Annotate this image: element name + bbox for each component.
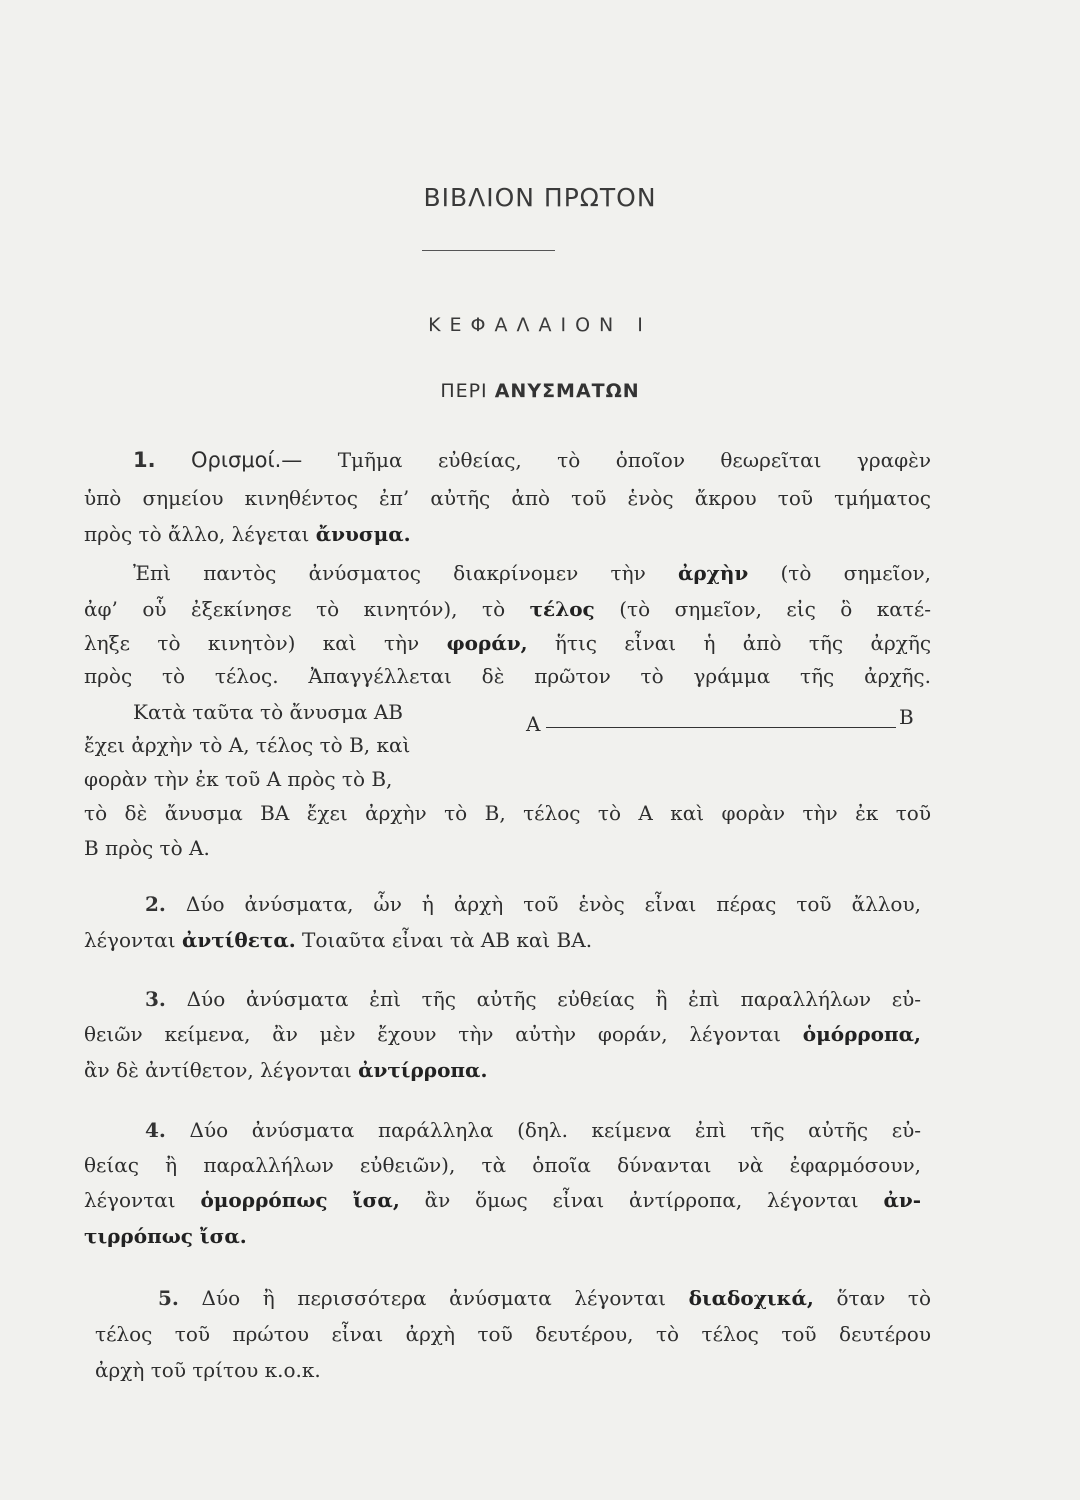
s4-number: 4. — [145, 1118, 166, 1142]
s1-line-9: ἔχει ἀρχὴν τὸ Α, τέλος τὸ Β, καὶ — [84, 733, 411, 757]
s2-text-2a: λέγονται — [84, 928, 176, 952]
s4-text-3a: λέγονται — [84, 1188, 176, 1212]
term-opposite: ἀντίθετα. — [181, 928, 296, 952]
term-origin: ἀρχὴν — [677, 561, 749, 585]
term-equal-contrary-part-2: τιρρόπως ἴσα. — [84, 1224, 247, 1248]
s4-line-1 — [145, 1118, 921, 1142]
s3-text-2: θειῶν κείμενα, ἂν μὲν ἔχουν τὴν αὐτὴν φοράν, λέγονται — [84, 1022, 781, 1046]
s1-text-4a: Ἐπὶ παντὸς ἀνύσματος διακρίνομεν τὴν — [133, 561, 646, 585]
s1-line-4 — [133, 561, 931, 585]
s1-number: 1. — [133, 448, 156, 472]
s1-text-6a: ληξε τὸ κινητὸν) καὶ τὴν — [84, 631, 420, 655]
s5-line-3: ἀρχὴ τοῦ τρίτου κ.ο.κ. — [95, 1358, 321, 1382]
s5-text-1a: Δύο ἢ περισσότερα ἀνύσματα λέγονται — [201, 1286, 666, 1310]
s2-line-1 — [145, 892, 921, 916]
term-successive: διαδοχικά, — [688, 1286, 814, 1310]
s5-line-2: τέλος τοῦ πρώτου εἶναι ἀρχὴ τοῦ δευτέρου, τὸ τέλος τοῦ δευτέρου — [95, 1322, 931, 1346]
term-contrary-sense: ἀντίρροπα. — [358, 1058, 488, 1082]
s4-line-4 — [84, 1224, 247, 1248]
subject-prefix: ΠΕΡΙ — [440, 380, 488, 402]
diagram-label-b: Β — [899, 705, 914, 729]
s4-text-1: Δύο ἀνύσματα παράλληλα (δηλ. κείμενα ἐπὶ τῆς αὐτῆς εὐ- — [189, 1118, 921, 1142]
s3-text-3: ἂν δὲ ἀντίθετον, λέγονται — [84, 1058, 352, 1082]
term-same-sense: ὁμόρροπα, — [802, 1022, 922, 1046]
chapter-heading: ΚΕΦΑΛΑΙΟΝ Ι — [428, 314, 652, 336]
term-equal-same: ὁμορρόπως ἴσα, — [200, 1188, 400, 1212]
s1-line-6 — [84, 631, 931, 655]
s1-line-3 — [84, 522, 411, 546]
s5-number: 5. — [158, 1286, 179, 1310]
s1-line-5 — [84, 597, 931, 621]
s3-line-3 — [84, 1058, 487, 1082]
term-end: τέλος — [529, 597, 595, 621]
diagram-label-a: Α — [526, 712, 541, 736]
s1-line-11: τὸ δὲ ἄνυσμα ΒΑ ἔχει ἀρχὴν τὸ Β, τέλος τὸ Α καὶ φορὰν τὴν ἐκ τοῦ — [84, 801, 931, 825]
s1-line-8: Κατὰ ταῦτα τὸ ἄνυσμα ΑΒ — [133, 700, 403, 724]
term-sense: φοράν, — [446, 631, 528, 655]
s1-text-1: Τμῆμα εὐθείας, τὸ ὁποῖον θεωρεῖται γραφὲν — [337, 448, 932, 472]
s1-heading: Ορισμοί.— — [191, 448, 303, 472]
s3-number: 3. — [145, 987, 166, 1011]
subject-title: ΑΝΥΣΜΑΤΩΝ — [494, 380, 640, 402]
s1-text-3: πρὸς τὸ ἄλλο, λέγεται — [84, 522, 310, 546]
s4-line-3 — [84, 1188, 921, 1212]
s3-line-2 — [84, 1022, 921, 1046]
s1-text-5b: (τὸ σημεῖον, εἰς ὃ κατέ- — [619, 597, 931, 621]
s2-number: 2. — [145, 892, 166, 916]
s4-text-3b: ἂν ὅμως εἶναι ἀντίρροπα, λέγονται — [424, 1188, 859, 1212]
s5-text-1b: ὅταν τὸ — [836, 1286, 932, 1310]
s5-line-1 — [158, 1286, 931, 1310]
s1-text-5a: ἀφ’ οὗ ἐξεκίνησε τὸ κινητόν), τὸ — [84, 597, 506, 621]
s2-text-1: Δύο ἀνύσματα, ὧν ἡ ἀρχὴ τοῦ ἑνὸς εἶναι πέρας τοῦ ἄλλου, — [185, 892, 921, 916]
s1-line-10: φορὰν τὴν ἐκ τοῦ Α πρὸς τὸ Β, — [84, 767, 393, 791]
s2-line-2 — [84, 928, 592, 952]
chapter-subject — [0, 380, 1080, 402]
s3-line-1 — [145, 987, 921, 1011]
term-vector: ἄνυσμα. — [315, 522, 411, 546]
s4-line-2: θείας ἢ παραλλήλων εὐθειῶν), τὰ ὁποῖα δύνανται νὰ ἐφαρμόσουν, — [84, 1153, 921, 1177]
title-divider — [422, 250, 555, 251]
term-equal-contrary-part-1: ἀν- — [883, 1188, 922, 1212]
s1-text-6b: ἥτις εἶναι ἡ ἀπὸ τῆς ἀρχῆς — [554, 631, 932, 655]
s2-text-2b: Τοιαῦτα εἶναι τὰ ΑΒ καὶ ΒΑ. — [302, 928, 593, 952]
s1-line-2: ὑπὸ σημείου κινηθέντος ἐπ’ αὐτῆς ἀπὸ τοῦ ἑνὸς ἄκρου τοῦ τμήματος — [84, 486, 931, 510]
vector-ab-diagram — [546, 727, 896, 728]
s1-line-12: Β πρὸς τὸ Α. — [84, 836, 210, 860]
s1-text-4b: (τὸ σημεῖον, — [780, 561, 932, 585]
s1-line-7: πρὸς τὸ τέλος. Ἀπαγγέλλεται δὲ πρῶτον τὸ γράμμα τῆς ἀρχῆς. — [84, 664, 931, 688]
s3-text-1: Δύο ἀνύσματα ἐπὶ τῆς αὐτῆς εὐθείας ἢ ἐπὶ παραλλήλων εὐ- — [186, 987, 921, 1011]
s1-line-1 — [133, 448, 931, 472]
book-title: ΒΙΒΛΙΟΝ ΠΡΩΤΟΝ — [423, 183, 657, 212]
